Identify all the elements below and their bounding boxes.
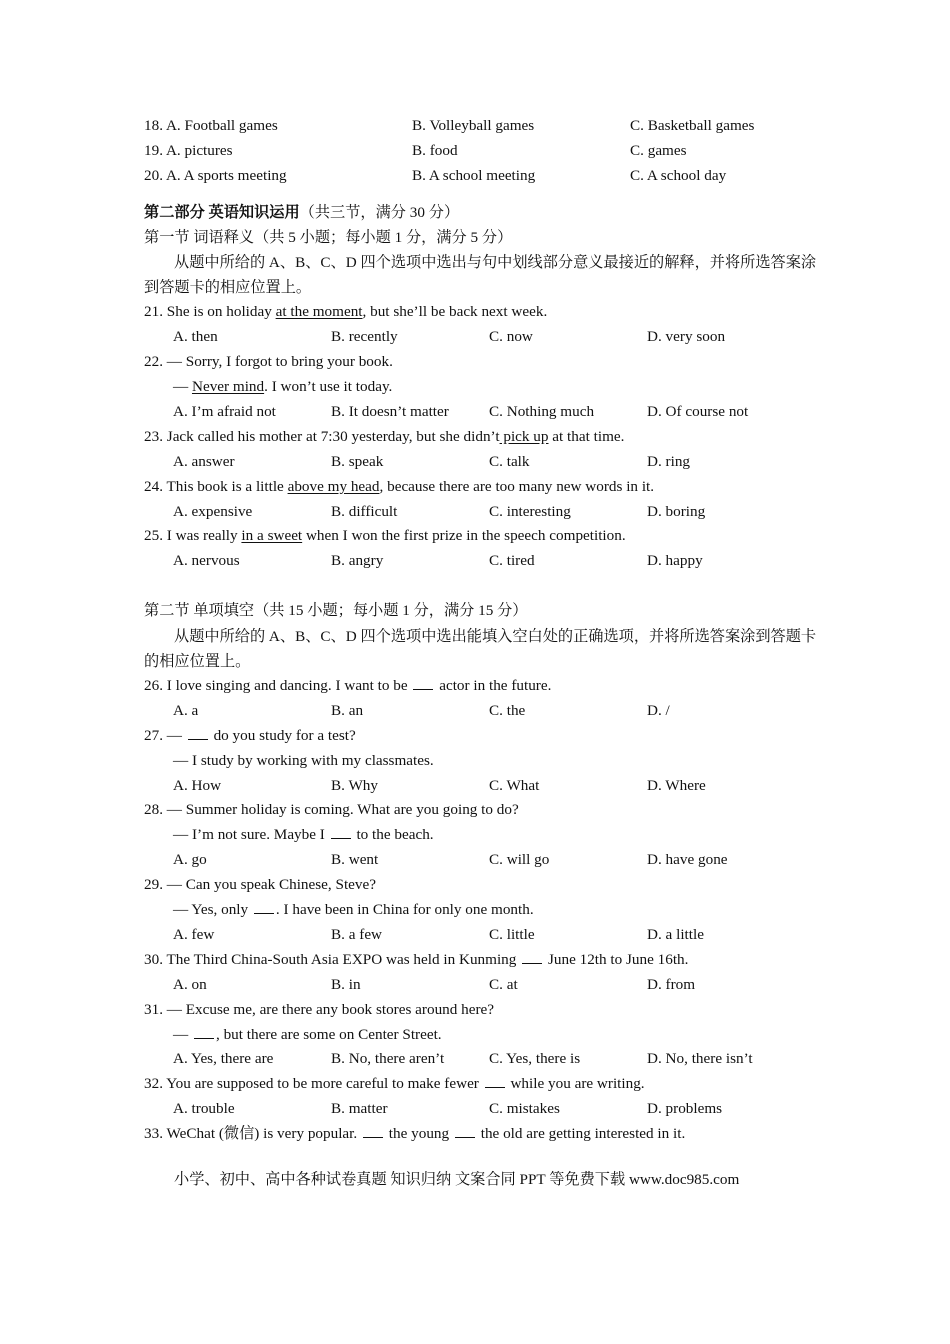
section1-instructions: 从题中所给的 A、B、C、D 四个选项中选出与句中划线部分意义最接近的解释，并将所选答案涂到答题卡的相应位置上。 <box>144 254 817 297</box>
q22-reply <box>144 375 824 400</box>
q31-option-b: B. No, there aren’t <box>331 1050 445 1068</box>
part2-note: （共三节，满分 30 分） <box>299 203 460 221</box>
q24-option-a: A. expensive <box>173 502 253 520</box>
q27-text-pre: 27. — <box>144 726 186 744</box>
q29-text-pre: — Yes, only <box>173 901 252 919</box>
q29-text-post: . I have been in China for only one month. <box>275 901 534 919</box>
q23-text-pre: 23. Jack called his mother at 7:30 yesterday, but she didn’t <box>144 427 500 445</box>
q27-options <box>144 774 824 799</box>
q32-options <box>144 1097 824 1122</box>
page-footer: 小学、初中、高中各种试卷真题 知识归纳 文案合同 PPT 等免费下载 www.doc985.com <box>174 1171 740 1188</box>
q31-option-a: A. Yes, there are <box>173 1050 274 1068</box>
q32-option-c: C. mistakes <box>489 1100 560 1118</box>
question-22: 22. — Sorry, I forgot to bring your book. <box>144 353 393 371</box>
q30-options <box>144 973 824 998</box>
q25-options <box>144 549 824 574</box>
q32-option-d: D. problems <box>647 1100 723 1118</box>
question-27 <box>144 724 824 749</box>
question-31: 31. — Excuse me, are there any book stores around here? <box>144 1000 495 1018</box>
question-25 <box>144 524 824 549</box>
question-18 <box>144 114 824 139</box>
question-30 <box>144 948 824 973</box>
exam-page <box>144 114 824 1147</box>
q20-option-a: 20. A. A sports meeting <box>144 166 287 184</box>
q27-option-c: C. What <box>489 776 540 794</box>
question-24 <box>144 475 824 500</box>
q19-option-a: 19. A. pictures <box>144 141 233 159</box>
q25-option-c: C. tired <box>489 552 535 570</box>
q24-option-d: D. boring <box>647 502 706 520</box>
q23-underlined: pick up <box>499 427 549 445</box>
q23-text-post: at that time. <box>548 427 625 445</box>
section2-instructions: 从题中所给的 A、B、C、D 四个选项中选出能填入空白处的正确选项，并将所选答案涂到答题卡的相应位置上。 <box>144 628 817 671</box>
q29-option-c: C. little <box>489 925 535 943</box>
q24-text-post: , because there are too many new words in it. <box>379 477 655 495</box>
q23-option-b: B. speak <box>331 452 384 470</box>
answer-blank <box>194 1024 214 1039</box>
q18-option-a: 18. A. Football games <box>144 117 278 134</box>
q26-option-c: C. the <box>489 701 526 719</box>
q32-text-pre: 32. You are supposed to be more careful to make fewer <box>144 1075 483 1093</box>
q30-text-pre: 30. The Third China-South Asia EXPO was held in Kunming <box>144 950 521 968</box>
answer-blank <box>254 899 274 914</box>
q18-option-c: C. Basketball games <box>630 117 755 134</box>
question-28: 28. — Summer holiday is coming. What are you going to do? <box>144 801 519 819</box>
q26-text-post: actor in the future. <box>435 677 552 695</box>
q27-reply: — I study by working with my classmates. <box>173 751 434 769</box>
question-33 <box>144 1122 824 1147</box>
q19-option-c: C. games <box>630 141 687 159</box>
q32-text-post: while you are writing. <box>506 1075 645 1093</box>
section2-title: 第二节 单项填空（共 15 小题；每小题 1 分，满分 15 分） <box>144 602 528 620</box>
question-32 <box>144 1072 824 1097</box>
q22-options <box>144 400 824 425</box>
question-20 <box>144 164 824 189</box>
q30-option-a: A. on <box>173 975 207 993</box>
q29-option-b: B. a few <box>331 925 383 943</box>
q32-option-a: A. trouble <box>173 1100 235 1118</box>
q24-underlined: above my head <box>287 477 380 495</box>
q28-option-b: B. went <box>331 851 379 869</box>
q25-option-a: A. nervous <box>173 552 240 570</box>
q27-option-b: B. Why <box>331 776 378 794</box>
q28-option-a: A. go <box>173 851 207 869</box>
q25-text-pre: 25. I was really <box>144 527 242 545</box>
q21-option-c: C. now <box>489 328 533 346</box>
q20-option-c: C. A school day <box>630 166 727 184</box>
answer-blank <box>331 824 351 839</box>
q31-reply <box>144 1023 824 1048</box>
q22-option-a: A. I’m afraid not <box>173 403 276 421</box>
q28-option-d: D. have gone <box>647 851 728 869</box>
q28-text-pre: — I’m not sure. Maybe I <box>173 826 329 844</box>
q21-option-a: A. then <box>173 328 218 346</box>
q26-option-a: A. a <box>173 701 199 719</box>
question-19 <box>144 139 824 164</box>
q23-option-c: C. talk <box>489 452 530 470</box>
q22-option-b: B. It doesn’t matter <box>331 403 449 421</box>
answer-blank <box>455 1123 475 1138</box>
q31-option-d: D. No, there isn’t <box>647 1050 753 1068</box>
q28-options <box>144 848 824 873</box>
section1-title: 第一节 词语释义（共 5 小题；每小题 1 分，满分 5 分） <box>144 228 513 246</box>
question-21 <box>144 300 824 325</box>
q23-option-a: A. answer <box>173 452 235 470</box>
q27-text-post: do you study for a test? <box>209 726 356 744</box>
q28-option-c: C. will go <box>489 851 550 869</box>
q22-dash: — <box>173 378 192 396</box>
q29-options <box>144 923 824 948</box>
q26-option-d: D. / <box>647 701 670 719</box>
q26-options <box>144 699 824 724</box>
q29-reply <box>144 898 824 923</box>
q31-text-post: , but there are some on Center Street. <box>215 1025 442 1043</box>
q25-option-d: D. happy <box>647 552 703 570</box>
q24-option-c: C. interesting <box>489 502 571 520</box>
answer-blank <box>188 725 208 740</box>
q24-text-pre: 24. This book is a little <box>144 477 288 495</box>
q27-option-d: D. Where <box>647 776 706 794</box>
q33-text-pre: 33. WeChat (微信) is very popular. <box>144 1125 361 1143</box>
q21-option-b: B. recently <box>331 328 398 346</box>
q22-text-post: . I won’t use it today. <box>264 378 393 396</box>
q26-text-pre: 26. I love singing and dancing. I want to be <box>144 677 412 695</box>
q30-option-d: D. from <box>647 975 696 993</box>
q21-text-pre: 21. She is on holiday <box>144 303 276 321</box>
q31-options <box>144 1047 824 1072</box>
q33-text-mid: the young <box>385 1125 453 1143</box>
part2-heading: 第二部分 英语知识运用 <box>144 203 300 221</box>
q28-reply <box>144 823 824 848</box>
q27-option-a: A. How <box>173 776 222 794</box>
q22-option-d: D. Of course not <box>647 403 749 421</box>
q31-option-c: C. Yes, there is <box>489 1050 581 1068</box>
q31-text-pre: — <box>173 1025 192 1043</box>
q32-option-b: B. matter <box>331 1100 388 1118</box>
q25-underlined: in a sweet <box>241 527 303 545</box>
q33-text-post: the old are getting interested in it. <box>476 1125 686 1143</box>
q20-option-b: B. A school meeting <box>412 166 536 184</box>
q29-option-d: D. a little <box>647 925 704 943</box>
answer-blank <box>413 675 433 690</box>
part2-title <box>144 201 824 226</box>
q23-options <box>144 450 824 475</box>
q21-underlined: at the moment <box>275 303 363 321</box>
q23-option-d: D. ring <box>647 452 691 470</box>
q24-option-b: B. difficult <box>331 502 398 520</box>
answer-blank <box>485 1073 505 1088</box>
q30-option-b: B. in <box>331 975 361 993</box>
q21-text-post: , but she’ll be back next week. <box>362 303 548 321</box>
q29-option-a: A. few <box>173 925 215 943</box>
question-23 <box>144 425 824 450</box>
q30-option-c: C. at <box>489 975 518 993</box>
q22-option-c: C. Nothing much <box>489 403 595 421</box>
q25-text-post: when I won the first prize in the speech competition. <box>302 527 626 545</box>
q21-options <box>144 325 824 350</box>
q30-text-post: June 12th to June 16th. <box>544 950 689 968</box>
answer-blank <box>522 949 542 964</box>
q19-option-b: B. food <box>412 141 458 159</box>
q28-text-post: to the beach. <box>352 826 434 844</box>
q22-underlined: Never mind <box>191 378 265 396</box>
question-26 <box>144 674 824 699</box>
question-29: 29. — Can you speak Chinese, Steve? <box>144 876 376 894</box>
answer-blank <box>363 1123 383 1138</box>
q21-option-d: D. very soon <box>647 328 726 346</box>
q18-option-b: B. Volleyball games <box>412 117 535 134</box>
q25-option-b: B. angry <box>331 552 384 570</box>
q24-options <box>144 500 824 525</box>
q26-option-b: B. an <box>331 701 364 719</box>
